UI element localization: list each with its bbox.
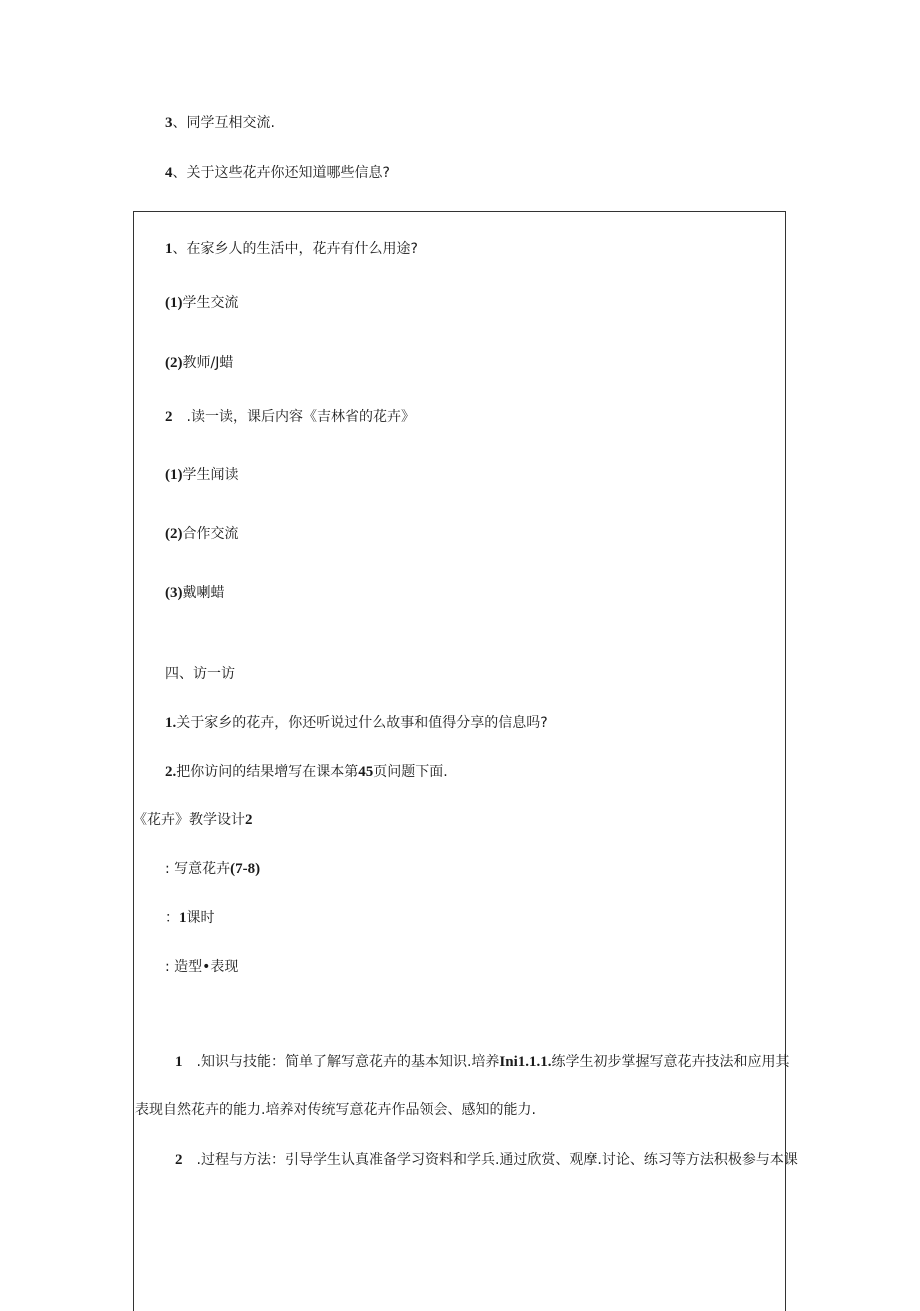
content-table-cell (133, 211, 786, 1311)
step-text: 、关于这些花卉你还知道哪些信息? (172, 165, 390, 181)
goal-number: 2 (175, 1152, 183, 1168)
sub-item (165, 524, 239, 544)
hours-text: 课时 (186, 910, 215, 926)
sub-item (165, 583, 225, 603)
goal-text: 练学生初步掌握写意花卉技法和应用其 (551, 1054, 790, 1070)
question-2 (165, 407, 415, 427)
item-number: 1. (165, 715, 177, 731)
item-number: (1) (165, 295, 183, 311)
design-title-text: 《花卉》教学设计 (133, 812, 245, 828)
step-text: 、同学互相交流. (172, 115, 275, 131)
item-number: (1) (165, 467, 183, 483)
item-text: 页问题下面. (373, 764, 448, 780)
step-3 (165, 113, 275, 133)
item-text: 学生交流 (182, 295, 239, 311)
question-1 (165, 239, 418, 259)
sub-item (165, 353, 233, 373)
visit-item-2 (165, 762, 448, 782)
lesson-topic (165, 859, 260, 879)
lesson-topic-text: : 写意花卉 (165, 861, 231, 877)
step-number: 3 (165, 115, 173, 131)
goal-text: .过程与方法：引导学生认真准备学习资料和学兵.通过欣赏、观摩.讨论、练习等方法积极参与本课 (182, 1152, 798, 1168)
item-text: 把你访问的结果增写在课本第 (176, 764, 359, 780)
page-number: 45 (358, 764, 374, 780)
item-number: 1 (165, 241, 173, 257)
goal-number: 1 (175, 1054, 183, 1070)
item-number: 2 (165, 409, 173, 425)
item-text: 、在家乡人的生活中，花卉有什么用途? (172, 241, 418, 257)
item-text: 教师/J蜡 (182, 355, 234, 371)
item-number: (3) (165, 585, 183, 601)
item-text: 关于家乡的花卉，你还听说过什么故事和值得分享的信息吗? (176, 715, 548, 731)
section-heading: 四、访一访 (165, 666, 235, 682)
step-4 (165, 163, 390, 183)
goal-code: Ini1.1.1. (499, 1054, 552, 1070)
item-number: (2) (165, 526, 183, 542)
item-number: (2) (165, 355, 183, 371)
sub-item (165, 465, 239, 485)
hours-number: 1 (179, 910, 187, 926)
learning-domain: : 造型•表现 (165, 959, 239, 975)
design-title-number: 2 (245, 812, 253, 828)
lesson-range: (7-8) (230, 861, 261, 877)
goal-2 (175, 1150, 798, 1170)
lesson-hours (165, 908, 215, 928)
goal-text: .知识与技能：简单了解写意花卉的基本知识.培养 (182, 1054, 500, 1070)
goal-1 (175, 1052, 790, 1072)
visit-item-1 (165, 713, 548, 733)
step-number: 4 (165, 165, 173, 181)
hours-prefix: ： (165, 910, 179, 926)
goal-1-continued: 表现自然花卉的能力.培养对传统写意花卉作品领会、感知的能力. (135, 1102, 536, 1118)
item-text: 合作交流 (182, 526, 239, 542)
item-number: 2. (165, 764, 177, 780)
sub-item (165, 293, 239, 313)
item-text: 学生闻读 (182, 467, 239, 483)
item-text: .读一读，课后内容《吉林省的花卉》 (172, 409, 415, 425)
design-title (133, 810, 253, 830)
item-text: 戴喇蜡 (182, 585, 225, 601)
